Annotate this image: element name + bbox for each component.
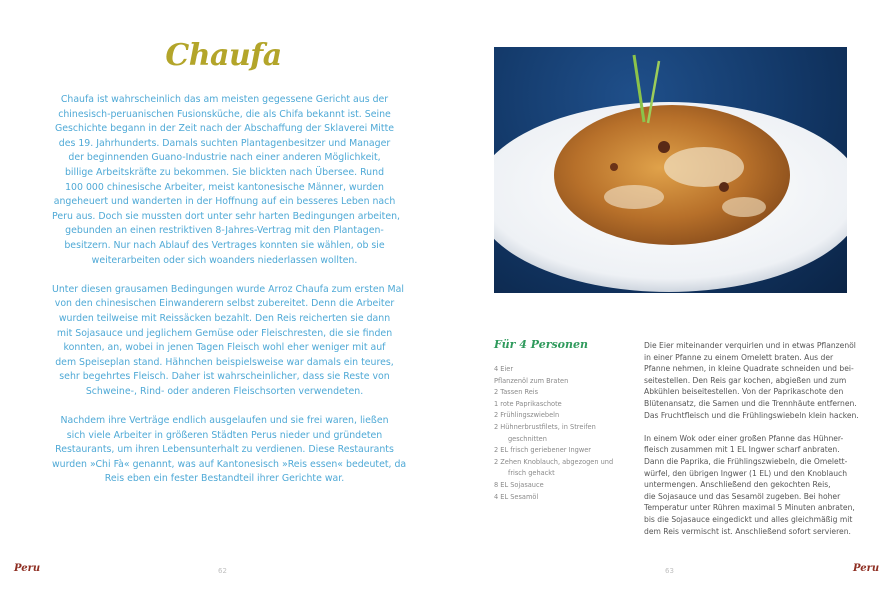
ingredient-item: 2 Zehen Knoblauch, abgezogen und	[494, 457, 614, 466]
text-line: chinesisch-peruanischen Fusionsküche, die als Chifa bekannt ist. Seine	[58, 108, 391, 120]
text-line: Abkühlen beiseitestellen. Von der Paprikaschote den	[644, 387, 844, 397]
footer-section-label: Peru	[853, 563, 880, 574]
text-line: Das Fruchtfleisch und die Frühlingswiebeln klein hacken.	[644, 410, 859, 420]
paragraph	[52, 93, 401, 268]
footer-section-label: Peru	[14, 563, 41, 574]
right-page	[447, 0, 894, 600]
chaufa-plate-image	[494, 47, 847, 293]
text-line: Blütenansatz, die Samen und die Trennhäute entfernen.	[644, 398, 857, 408]
ingredient-item: Pflanzenöl zum Braten	[494, 376, 569, 385]
text-line: bis die Sojasauce eingedickt und alles gleichmäßig mit	[644, 514, 853, 524]
text-line: des 19. Jahrhunderts. Damals suchten Plantagenbesitzer und Manager	[58, 137, 391, 149]
text-line: Die Eier miteinander verquirlen und in etwas Pflanzenöl	[644, 341, 856, 350]
paragraph	[644, 340, 859, 421]
paragraph	[52, 414, 407, 487]
text-line: Chaufa ist wahrscheinlich das am meisten gegessene Gericht aus der	[60, 94, 389, 105]
text-line: weiterarbeiten oder sich woanders niederlassen wollten.	[91, 254, 358, 266]
text-line: In einem Wok oder einer großen Pfanne das Hühner-	[644, 433, 844, 443]
method-text	[644, 340, 859, 549]
text-line: Dann die Paprika, die Frühlingszwiebeln, die Omelett-	[644, 456, 848, 466]
servings-heading: Für 4 Personen	[494, 338, 589, 351]
dish-photo	[494, 47, 847, 293]
ingredient-item: 2 EL frisch geriebener Ingwer	[494, 446, 592, 455]
text-line: untermengen. Anschließend den gekochten Reis,	[644, 480, 831, 490]
recipe-title: Chaufa	[165, 38, 282, 73]
text-line: billige Arbeitskräfte zu bekommen. Sie blickten nach Übersee. Rund	[64, 166, 385, 178]
text-line: 100 000 chinesische Arbeiter, meist kantonesische Männer, wurden	[65, 181, 384, 193]
text-line: Unter diesen grausamen Bedingungen wurde Arroz Chaufa zum ersten Mal	[52, 283, 404, 295]
text-line: mit Sojasauce und jeglichem Gemüse oder Fleischresten, die sie finden	[56, 327, 393, 339]
ingredient-item: 2 Tassen Reis	[494, 388, 539, 397]
text-line: wurden teilweise mit Reissäcken bezahlt. Den Reis reicherten sie dann	[58, 312, 391, 324]
text-line: angeheuert und wanderten in der Hoffnung auf ein besseres Leben nach	[53, 196, 396, 208]
text-line: Temperatur unter Rühren maximal 5 Minuten anbraten,	[644, 503, 855, 513]
ingredient-item: 2 Hühnerbrustfilets, in Streifen	[494, 422, 596, 431]
text-line: sich viele Arbeiter in größeren Städten Perus nieder und gründeten	[66, 429, 383, 441]
text-line: Geschichte begann in der Zeit nach der Abschaffung der Sklaverei Mitte	[54, 123, 395, 135]
intro-text	[52, 93, 407, 502]
ingredient-item: 2 Frühlingszwiebeln	[494, 411, 560, 420]
ingredient-item: frisch gehackt	[508, 469, 555, 478]
text-line: Reis eben ein fester Bestandteil ihrer Gerichte war.	[104, 473, 345, 485]
page-number: 62	[218, 567, 227, 575]
ingredient-item: 8 EL Sojasauce	[494, 480, 544, 489]
text-line: in einer Pfanne zu einem Omelett braten. Aus der	[644, 352, 834, 362]
ingredients-list	[494, 364, 613, 503]
page-number: 63	[665, 567, 674, 575]
ingredient-item: 4 Eier	[494, 365, 514, 373]
text-line: gebunden an einen restriktiven 8-Jahres-Vertrag mit den Plantagen-	[65, 225, 384, 237]
text-line: die Sojasauce und das Sesamöl zugeben. Bei hoher	[644, 491, 841, 501]
text-line: fleisch zusammen mit 1 EL Ingwer scharf anbraten.	[644, 445, 840, 455]
text-line: wurden »Chi Fà« genannt, was auf Kantonesisch »Reis essen« bedeutet, da	[52, 458, 407, 470]
paragraph	[52, 283, 404, 400]
ingredient-item: 4 EL Sesamöl	[494, 492, 539, 501]
text-line: Nachdem ihre Verträge endlich ausgelaufen und sie frei waren, ließen	[60, 415, 389, 427]
text-line: sehr begehrtes Fleisch. Daher ist wahrscheinlicher, dass sie Reste von	[59, 371, 390, 383]
ingredient-item: 1 rote Paprikaschote	[494, 399, 562, 408]
text-line: Restaurants, um ihren Lebensunterhalt zu verdienen. Diese Restaurants	[55, 444, 394, 456]
text-line: Peru aus. Doch sie mussten dort unter sehr harten Bedingungen arbeiten,	[52, 210, 401, 222]
text-line: dem Speiseplan stand. Hähnchen beispielsweise war damals ein teures,	[55, 356, 394, 368]
text-line: würfel, den übrigen Ingwer (1 EL) und den Knoblauch	[644, 468, 848, 478]
text-line: der beginnenden Guano-Industrie nach einer anderen Möglichkeit,	[68, 152, 381, 164]
text-line: Pfanne nehmen, in kleine Quadrate schneiden und bei-	[644, 364, 854, 374]
ingredient-item: geschnitten	[508, 434, 547, 443]
text-line: konnten, an, wobei in jenen Tagen Fleisch wohl eher weniger mit auf	[63, 342, 386, 354]
text-line: besitzern. Nur nach Ablauf des Vertrages konnten sie wählen, ob sie	[64, 239, 385, 251]
text-line: Schweine-, Rind- oder anderen Fleischsorten verwendeten.	[85, 385, 364, 397]
text-line: seitestellen. Den Reis gar kochen, abgießen und zum	[644, 375, 847, 385]
paragraph	[644, 433, 859, 537]
text-line: dem Reis vermischt ist. Anschließend sofort servieren.	[644, 526, 851, 536]
text-line: von den chinesischen Einwanderern selbst zubereitet. Denn die Arbeiter	[54, 298, 395, 310]
